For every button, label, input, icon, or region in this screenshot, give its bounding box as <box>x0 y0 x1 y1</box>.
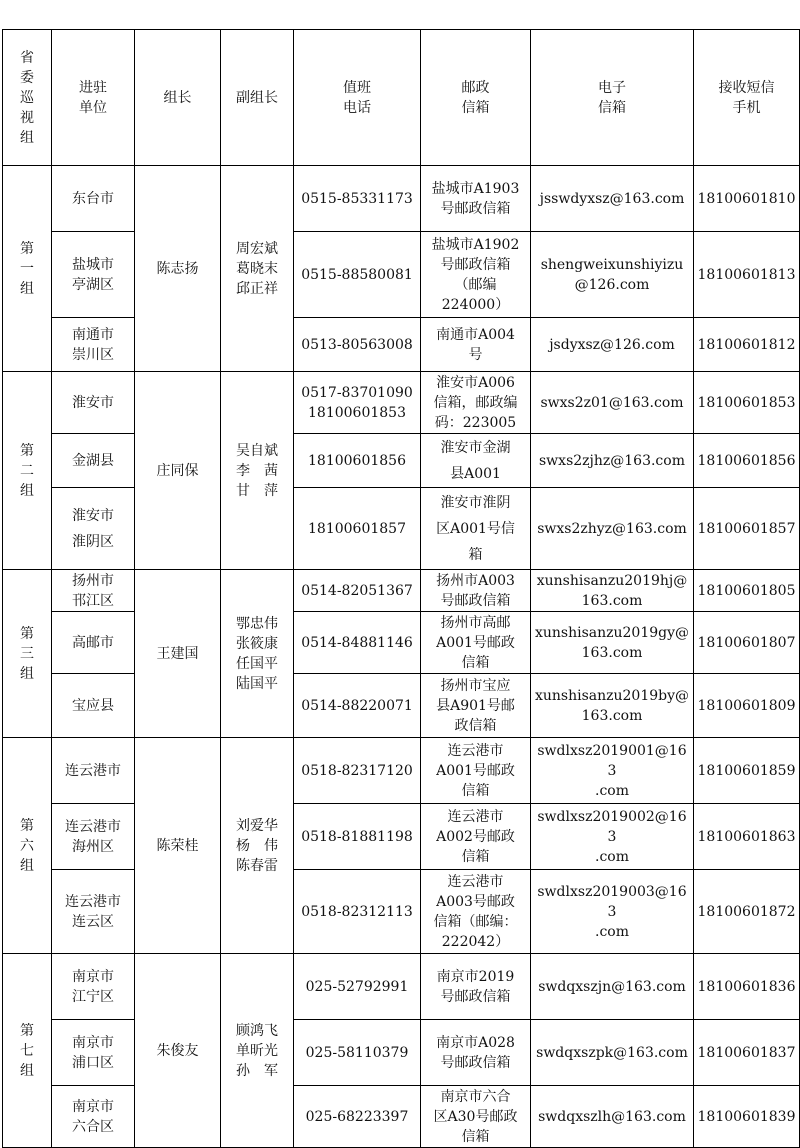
duty-phone-cell: 0514-88220071 <box>294 674 421 738</box>
deputy-cell: 顾鸿飞 单昕光 孙 军 <box>221 954 294 1148</box>
header-unit: 进驻 单位 <box>52 30 135 166</box>
table-row <box>3 612 800 674</box>
postal-box-cell: 南京市A028 号邮政信箱 <box>421 1020 531 1086</box>
table-row <box>3 318 800 372</box>
email-cell: swdqxszpk@163.com <box>531 1020 694 1086</box>
table-row <box>3 1020 800 1086</box>
unit-cell: 东台市 <box>52 166 135 232</box>
postal-box-cell: 连云港市 A002号邮政 信箱 <box>421 804 531 870</box>
duty-phone-cell: 0515-88580081 <box>294 232 421 318</box>
unit-cell: 盐城市 亭湖区 <box>52 232 135 318</box>
unit-cell: 宝应县 <box>52 674 135 738</box>
header-duty-phone: 值班 电话 <box>294 30 421 166</box>
unit-cell: 南京市 六合区 <box>52 1086 135 1148</box>
deputy-cell: 周宏斌 葛晓末 邱正祥 <box>221 166 294 372</box>
sms-phone-cell: 18100601837 <box>694 1020 800 1086</box>
group-name: 第 三 组 <box>3 570 52 738</box>
header-leader: 组长 <box>135 30 221 166</box>
postal-box-cell: 淮安市淮阴 区A001号信 箱 <box>421 488 531 570</box>
leader-cell: 王建国 <box>135 570 221 738</box>
duty-phone-cell: 18100601857 <box>294 488 421 570</box>
email-cell: swdqxszlh@163.com <box>531 1086 694 1148</box>
leader-cell: 朱俊友 <box>135 954 221 1148</box>
unit-cell: 扬州市 邗江区 <box>52 570 135 612</box>
postal-box-cell: 南京市2019 号邮政信箱 <box>421 954 531 1020</box>
table-row <box>3 434 800 488</box>
sms-phone-cell: 18100601863 <box>694 804 800 870</box>
duty-phone-cell: 18100601856 <box>294 434 421 488</box>
sms-phone-cell: 18100601805 <box>694 570 800 612</box>
unit-cell: 高邮市 <box>52 612 135 674</box>
email-cell: swxs2zjhz@163.com <box>531 434 694 488</box>
header-email: 电子 信箱 <box>531 30 694 166</box>
postal-box-cell: 淮安市A006 信箱，邮政编 码：223005 <box>421 372 531 434</box>
sms-phone-cell: 18100601872 <box>694 870 800 954</box>
duty-phone-cell: 0514-82051367 <box>294 570 421 612</box>
header-postal-box: 邮政 信箱 <box>421 30 531 166</box>
unit-cell: 金湖县 <box>52 434 135 488</box>
email-cell: swdlxsz2019001@163 .com <box>531 738 694 804</box>
duty-phone-cell: 0514-84881146 <box>294 612 421 674</box>
duty-phone-cell: 025-52792991 <box>294 954 421 1020</box>
email-cell: swdlxsz2019003@163 .com <box>531 870 694 954</box>
postal-box-cell: 扬州市A003 号邮政信箱 <box>421 570 531 612</box>
unit-cell: 连云港市 <box>52 738 135 804</box>
sms-phone-cell: 18100601836 <box>694 954 800 1020</box>
sms-phone-cell: 18100601853 <box>694 372 800 434</box>
postal-box-cell: 南京市六合 区A30号邮政 信箱 <box>421 1086 531 1148</box>
email-cell: jsswdyxsz@163.com <box>531 166 694 232</box>
sms-phone-cell: 18100601810 <box>694 166 800 232</box>
email-cell: swxs2zhyz@163.com <box>531 488 694 570</box>
email-cell: swdlxsz2019002@163 .com <box>531 804 694 870</box>
duty-phone-cell: 025-58110379 <box>294 1020 421 1086</box>
leader-cell: 庄同保 <box>135 372 221 570</box>
duty-phone-cell: 0517-83701090 18100601853 <box>294 372 421 434</box>
table-row <box>3 674 800 738</box>
unit-cell: 淮安市 <box>52 372 135 434</box>
sms-phone-cell: 18100601809 <box>694 674 800 738</box>
sms-phone-cell: 18100601807 <box>694 612 800 674</box>
duty-phone-cell: 0518-82312113 <box>294 870 421 954</box>
unit-cell: 南京市 浦口区 <box>52 1020 135 1086</box>
email-cell: xunshisanzu2019by@ 163.com <box>531 674 694 738</box>
group-name: 第 六 组 <box>3 738 52 954</box>
duty-phone-cell: 0518-82317120 <box>294 738 421 804</box>
leader-cell: 陈荣桂 <box>135 738 221 954</box>
duty-phone-cell: 0513-80563008 <box>294 318 421 372</box>
group-name: 第 一 组 <box>3 166 52 372</box>
duty-phone-cell: 0518-81881198 <box>294 804 421 870</box>
table-row <box>3 232 800 318</box>
group-name: 第 七 组 <box>3 954 52 1148</box>
deputy-cell: 吴自斌 李 茜 甘 萍 <box>221 372 294 570</box>
postal-box-cell: 淮安市金湖 县A001 <box>421 434 531 488</box>
sms-phone-cell: 18100601859 <box>694 738 800 804</box>
postal-box-cell: 连云港市 A003号邮政 信箱（邮编： 222042） <box>421 870 531 954</box>
group-name: 第 二 组 <box>3 372 52 570</box>
duty-phone-cell: 025-68223397 <box>294 1086 421 1148</box>
table-row <box>3 738 800 804</box>
header-sms-phone: 接收短信 手机 <box>694 30 800 166</box>
header-deputy: 副组长 <box>221 30 294 166</box>
inspection-groups-table <box>2 29 800 1148</box>
unit-cell: 连云港市 海州区 <box>52 804 135 870</box>
unit-cell: 南通市 崇川区 <box>52 318 135 372</box>
email-cell: swdqxszjn@163.com <box>531 954 694 1020</box>
deputy-cell: 刘爱华 杨 伟 陈春雷 <box>221 738 294 954</box>
unit-cell: 淮安市 淮阴区 <box>52 488 135 570</box>
leader-cell: 陈志扬 <box>135 166 221 372</box>
postal-box-cell: 盐城市A1903 号邮政信箱 <box>421 166 531 232</box>
header-group: 省 委 巡 视 组 <box>3 30 52 166</box>
table-row <box>3 166 800 232</box>
email-cell: swxs2z01@163.com <box>531 372 694 434</box>
email-cell: xunshisanzu2019gy@ 163.com <box>531 612 694 674</box>
header-row <box>3 30 800 166</box>
postal-box-cell: 盐城市A1902 号邮政信箱 （邮编 224000） <box>421 232 531 318</box>
unit-cell: 南京市 江宁区 <box>52 954 135 1020</box>
deputy-cell: 鄂忠伟 张筱康 任国平 陆国平 <box>221 570 294 738</box>
table-row <box>3 372 800 434</box>
sms-phone-cell: 18100601839 <box>694 1086 800 1148</box>
postal-box-cell: 扬州市高邮 A001号邮政 信箱 <box>421 612 531 674</box>
email-cell: shengweixunshiyizu @126.com <box>531 232 694 318</box>
postal-box-cell: 扬州市宝应 县A901号邮 政信箱 <box>421 674 531 738</box>
table-row <box>3 804 800 870</box>
sms-phone-cell: 18100601812 <box>694 318 800 372</box>
email-cell: xunshisanzu2019hj@ 163.com <box>531 570 694 612</box>
sms-phone-cell: 18100601813 <box>694 232 800 318</box>
email-cell: jsdyxsz@126.com <box>531 318 694 372</box>
table-row <box>3 570 800 612</box>
sms-phone-cell: 18100601856 <box>694 434 800 488</box>
table-row <box>3 488 800 570</box>
unit-cell: 连云港市 连云区 <box>52 870 135 954</box>
table-row <box>3 870 800 954</box>
table-row <box>3 954 800 1020</box>
postal-box-cell: 连云港市 A001号邮政 信箱 <box>421 738 531 804</box>
sms-phone-cell: 18100601857 <box>694 488 800 570</box>
duty-phone-cell: 0515-85331173 <box>294 166 421 232</box>
table-row <box>3 1086 800 1148</box>
postal-box-cell: 南通市A004 号 <box>421 318 531 372</box>
